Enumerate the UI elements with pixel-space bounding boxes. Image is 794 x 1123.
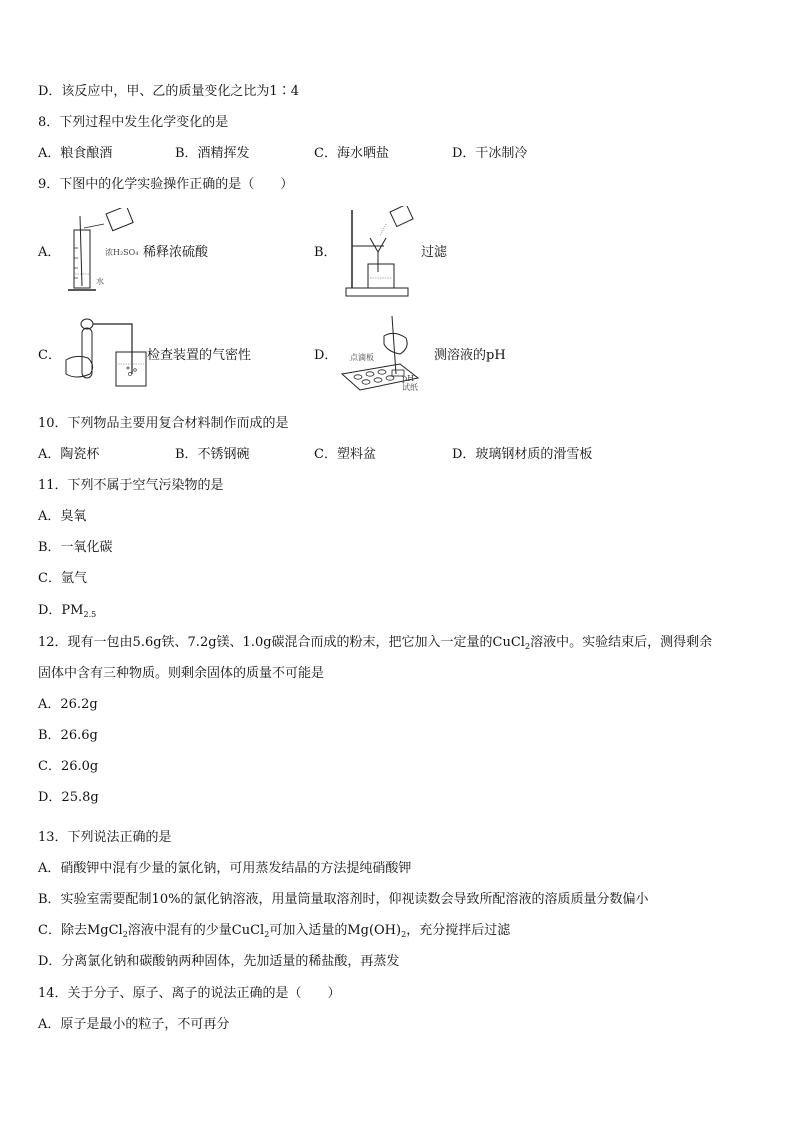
- q11-option-d-text: D．PM: [38, 603, 84, 618]
- q9-option-c-caption: 检查装置的气密性: [147, 348, 252, 363]
- q13-option-a: A．硝酸钾中混有少量的氯化钠，可用蒸发结晶的方法提纯硝酸钾: [38, 861, 412, 876]
- q12-stem-line2: 固体中含有三种物质。则剩余固体的质量不可能是: [38, 666, 325, 681]
- q13-stem: 13．下列说法正确的是: [38, 830, 172, 845]
- ph-paper-label: [402, 374, 418, 392]
- q11-option-c: C．氩气: [38, 571, 87, 586]
- q9-option-a-caption: 稀释浓硫酸: [143, 245, 209, 260]
- acid-label: 浓H₂SO₄: [105, 248, 139, 257]
- q13-option-c-d: ，充分搅拌后过滤: [406, 923, 511, 938]
- q10-option-d: D．玻璃钢材质的滑雪板: [452, 447, 593, 462]
- q8-option-a: A．粮食酿酒: [38, 146, 113, 161]
- q13-option-c-sub2: 2: [264, 930, 270, 939]
- q12-stem-sub: 2: [524, 642, 531, 651]
- q10-option-c: C．塑料盆: [314, 447, 376, 462]
- q11-option-b: B．一氧化碳: [38, 540, 113, 555]
- q13-option-c-sub3: 2: [401, 930, 407, 939]
- water-label: 水: [96, 277, 104, 286]
- q12-option-b: B．26.6g: [38, 728, 98, 743]
- q11-option-d: [38, 602, 96, 624]
- q12-stem: [38, 634, 712, 656]
- q14-stem: 14．关于分子、原子、离子的说法正确的是（ ）: [38, 986, 341, 1001]
- q7-option-d: D．该反应中，甲、乙的质量变化之比为1∶4: [38, 84, 299, 99]
- q10-stem: 10．下列物品主要用复合材料制作而成的是: [38, 416, 289, 431]
- filtration-figure: [340, 206, 420, 301]
- q13-option-b: B．实验室需要配制10%的氯化钠溶液，用量筒量取溶剂时，仰视读数会导致所配溶液的溶质质量分数偏小: [38, 892, 649, 907]
- q9-option-c-letter: C．: [38, 348, 61, 363]
- q8-option-b: B．酒精挥发: [175, 146, 250, 161]
- ph-paper-label-paper: 试纸: [402, 383, 418, 392]
- q14-option-a: A．原子是最小的粒子，不可再分: [38, 1017, 230, 1032]
- q8-option-d: D．干冰制冷: [452, 146, 528, 161]
- q12-stem-part-b: 溶液中。实验结束后，测得剩余: [530, 635, 713, 650]
- q11-option-a: A．臭氧: [38, 509, 87, 524]
- q8-stem: 8．下列过程中发生化学变化的是: [38, 115, 229, 130]
- q13-option-c-a: C．除去MgCl: [38, 923, 123, 938]
- q9-option-b-caption: 过滤: [421, 245, 448, 260]
- spot-plate-label: 点滴板: [350, 353, 374, 362]
- q12-option-c: C．26.0g: [38, 759, 99, 774]
- q11-option-d-sub: 2.5: [83, 610, 97, 619]
- q13-option-c-sub1: 2: [122, 930, 128, 939]
- q9-option-d-caption: 测溶液的pH: [434, 348, 506, 363]
- q11-stem: 11．下列不属于空气污染物的是: [38, 478, 224, 493]
- ph-paper-label-ph: pH: [402, 374, 415, 383]
- q12-option-a: A．26.2g: [38, 697, 98, 712]
- q12-option-d: D．25.8g: [38, 790, 99, 805]
- q13-option-d: D．分离氯化钠和碳酸钠两种固体，先加适量的稀盐酸，再蒸发: [38, 954, 400, 969]
- q13-option-c: [38, 922, 510, 944]
- q12-stem-part-a: 12．现有一包由5.6g铁、7.2g镁、1.0g碳混合而成的粉末，把它加入一定量的CuCl: [38, 635, 525, 650]
- q10-option-b: B．不锈钢碗: [175, 447, 250, 462]
- q13-option-c-b: 溶液中混有的少量CuCl: [127, 923, 265, 938]
- q10-option-a: A．陶瓷杯: [38, 447, 100, 462]
- q9-option-d-letter: D．: [314, 348, 338, 363]
- q9-stem: 9．下图中的化学实验操作正确的是（ ）: [38, 177, 294, 192]
- airtightness-figure: [62, 314, 152, 396]
- q13-option-c-c: 可加入适量的Mg(OH): [269, 923, 402, 938]
- q8-option-c: C．海水晒盐: [314, 146, 389, 161]
- q9-option-b-letter: B．: [314, 245, 337, 260]
- q9-option-a-letter: A．: [38, 245, 61, 260]
